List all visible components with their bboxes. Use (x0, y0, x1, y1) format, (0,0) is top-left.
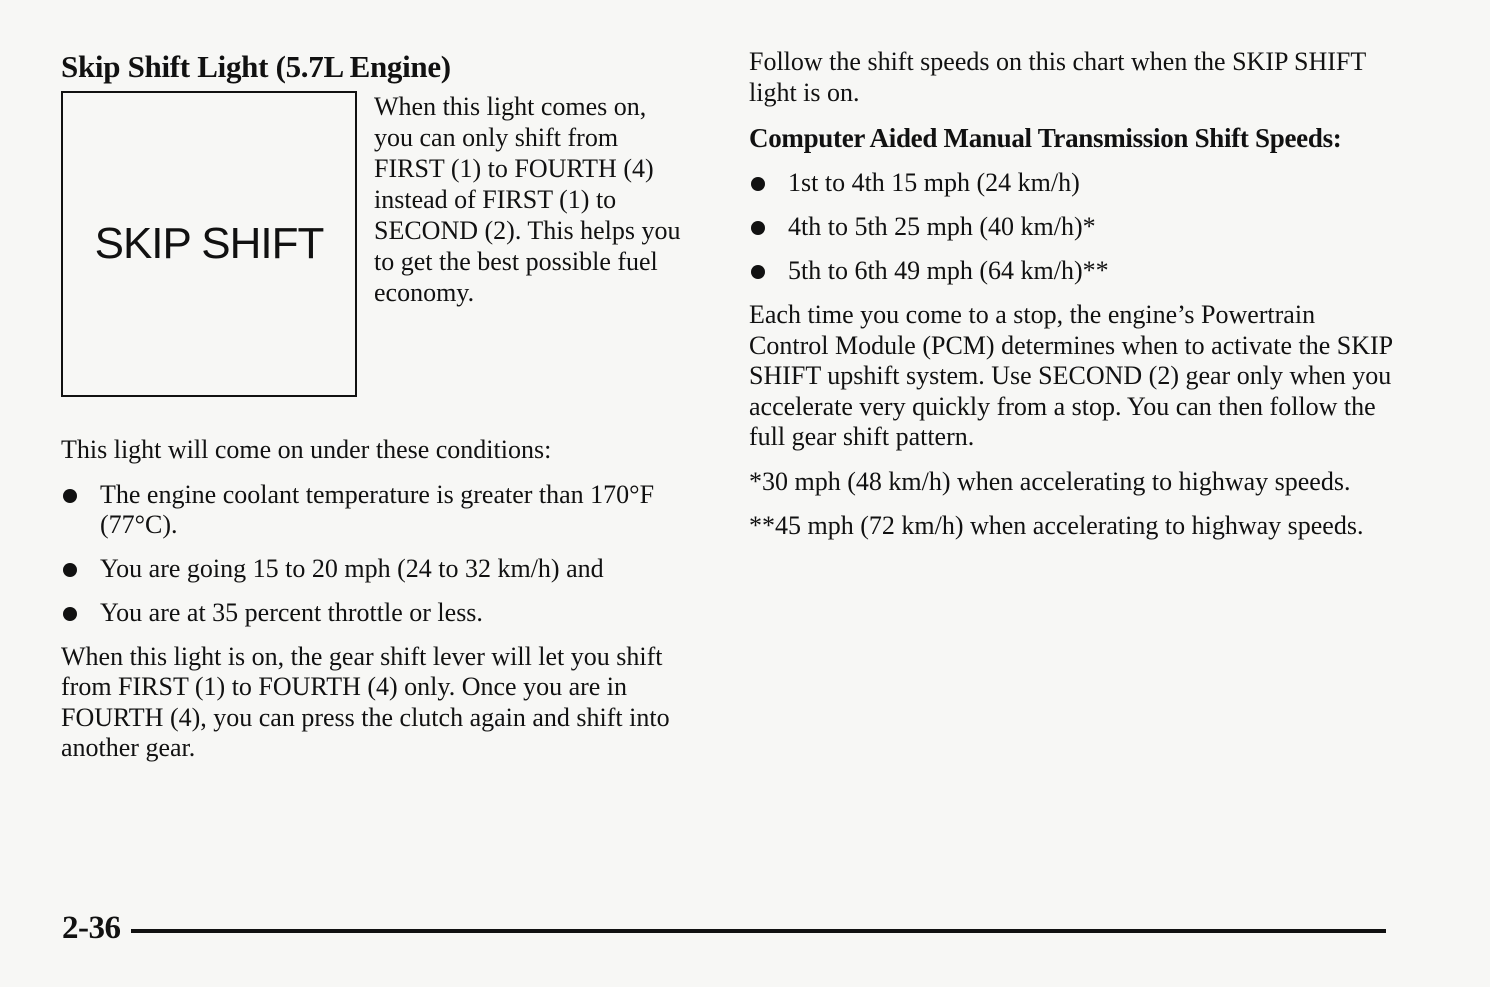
footnote-double-asterisk: **45 mph (72 km/h) when accelerating to highway speeds. (749, 511, 1364, 540)
list-item: 4th to 5th 25 mph (40 km/h)* (749, 212, 1399, 242)
skip-shift-indicator-icon (61, 91, 357, 397)
shift-chart-intro: Follow the shift speeds on this chart when the SKIP SHIFT light is on. (749, 47, 1366, 107)
list-item: You are at 35 percent throttle or less. (61, 598, 691, 628)
list-item: The engine coolant temperature is greater than 170°F (77°C). (61, 480, 691, 540)
page-number: 2-36 (62, 910, 121, 946)
conditions-intro: This light will come on under these conditions: (61, 435, 552, 465)
pcm-paragraph: Each time you come to a stop, the engine’s Powertrain Control Module (PCM) determines when to activate the SKIP SHIFT upshift system. Use SECOND (2) gear only when you accelerate very quickly from a stop. You can then follow the full gear shift pattern. (749, 300, 1393, 451)
footer-rule (131, 929, 1387, 933)
indicator-row (61, 91, 691, 397)
indicator-description: When this light comes on, you can only shift from FIRST (1) to FOURTH (4) instead of FIRST (1) to SECOND (2). This helps you to get the best possible fuel economy. (374, 92, 681, 308)
right-column (749, 38, 1399, 542)
conditions-list (61, 480, 691, 628)
indicator-label: SKIP SHIFT (94, 219, 324, 269)
list-item: You are going 15 to 20 mph (24 to 32 km/h) and (61, 554, 691, 584)
footnote-single-asterisk: *30 mph (48 km/h) when accelerating to highway speeds. (749, 466, 1351, 496)
shift-speeds-list (749, 168, 1399, 286)
left-column (61, 38, 691, 764)
section-title: Skip Shift Light (5.7L Engine) (61, 49, 451, 84)
list-item: 5th to 6th 49 mph (64 km/h)** (749, 256, 1399, 286)
page-footer (62, 908, 1386, 948)
shift-speeds-heading: Computer Aided Manual Transmission Shift Speeds: (749, 123, 1342, 153)
list-item: 1st to 4th 15 mph (24 km/h) (749, 168, 1399, 198)
gear-shift-paragraph: When this light is on, the gear shift lever will let you shift from FIRST (1) to FOURTH (4) only. Once you are in FOURTH (4), you can press the clutch again and shift into another gear. (61, 641, 670, 763)
